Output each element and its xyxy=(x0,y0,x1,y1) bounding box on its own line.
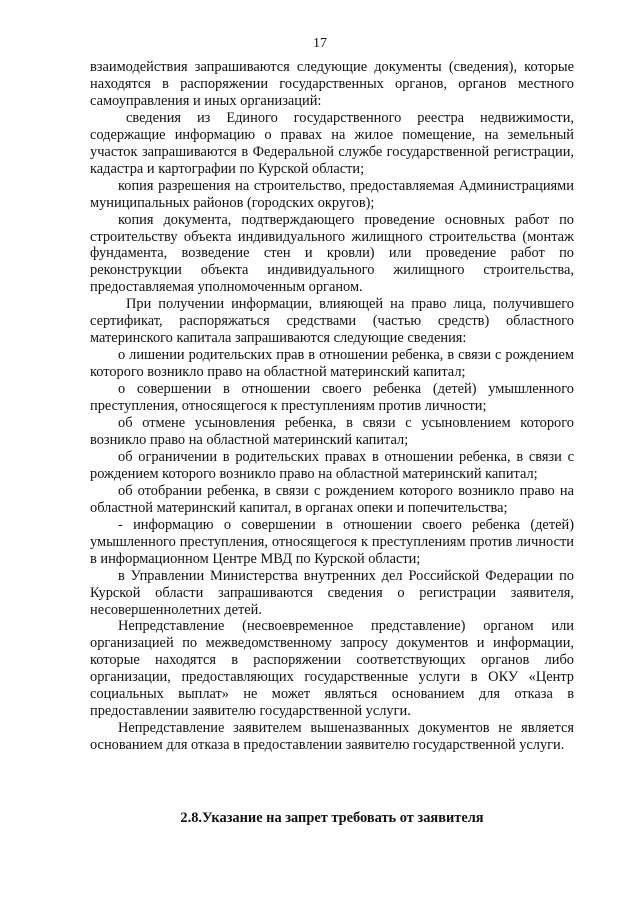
paragraph: копия разрешения на строительство, предоставляемая Администрациями муниципальных районов (городских округов); xyxy=(90,177,574,211)
paragraph: - информацию о совершении в отношении своего ребенка (детей) умышленного преступления, относящегося к преступлениям против личности в информационном Центре МВД по Курской области; xyxy=(90,516,574,567)
paragraph: об отмене усыновления ребенка, в связи с усыновлением которого возникло право на областной материнский капитал; xyxy=(90,415,574,448)
paragraph: взаимодействия запрашиваются следующие документы (сведения), которые находятся в распоряжении государственных органов, органов местного самоуправления и иных организаций: xyxy=(90,59,574,109)
paragraph: Непредставление (несвоевременное представление) органом или организацией по межведомственному запросу документов и информации, которые находятся в распоряжении соответствующих органов либо организации, предоставляющих государственные услуги в ОКУ «Центр социальных выплат» не может являться основанием для отказа в предоставлении заявителю государственной услуги. xyxy=(90,618,574,720)
paragraph: в Управлении Министерства внутренних дел Российской Федерации по Курской области запрашиваются сведения о регистрации заявителя, несовершеннолетних детей. xyxy=(90,567,574,618)
paragraph: копия документа, подтверждающего проведение основных работ по строительству объекта индивидуального жилищного строительства (монтаж фундамента, возведение стен и кровли) или проведение работ по реконструкции объекта индивидуального жилищного строительства, предоставляемая уполномоченным органом. xyxy=(90,211,574,296)
paragraph: Непредставление заявителем вышеназванных документов не является основанием для отказа в предоставлении заявителю государственной услуги. xyxy=(90,720,574,754)
section-heading: 2.8.Указание на запрет требовать от заявителя xyxy=(180,810,484,826)
page-number: 17 xyxy=(313,36,327,51)
paragraph: При получении информации, влияющей на право лица, получившего сертификат, распоряжаться средствами (частью средств) областного материнского капитала запрашиваются следующие сведения: xyxy=(90,296,574,347)
paragraph: об отобрании ребенка, в связи с рождением которого возникло право на областной материнский капитал, в органах опеки и попечительства; xyxy=(90,482,574,516)
paragraph: сведения из Единого государственного реестра недвижимости, содержащие информацию о правах на жилое помещение, на земельный участок запрашиваются в Федеральной службе государственной регистрации, кадастра и картографии по Курской области; xyxy=(90,109,574,177)
paragraph: об ограничении в родительских правах в отношении ребенка, в связи с рождением которого возникло право на областной материнский капитал; xyxy=(90,448,574,482)
paragraph: о лишении родительских прав в отношении ребенка, в связи с рождением которого возникло право на областной материнский капитал; xyxy=(90,347,574,381)
paragraph: о совершении в отношении своего ребенка (детей) умышленного преступления, относящегося к преступлениям против личности; xyxy=(90,381,574,415)
body-text xyxy=(90,59,574,754)
